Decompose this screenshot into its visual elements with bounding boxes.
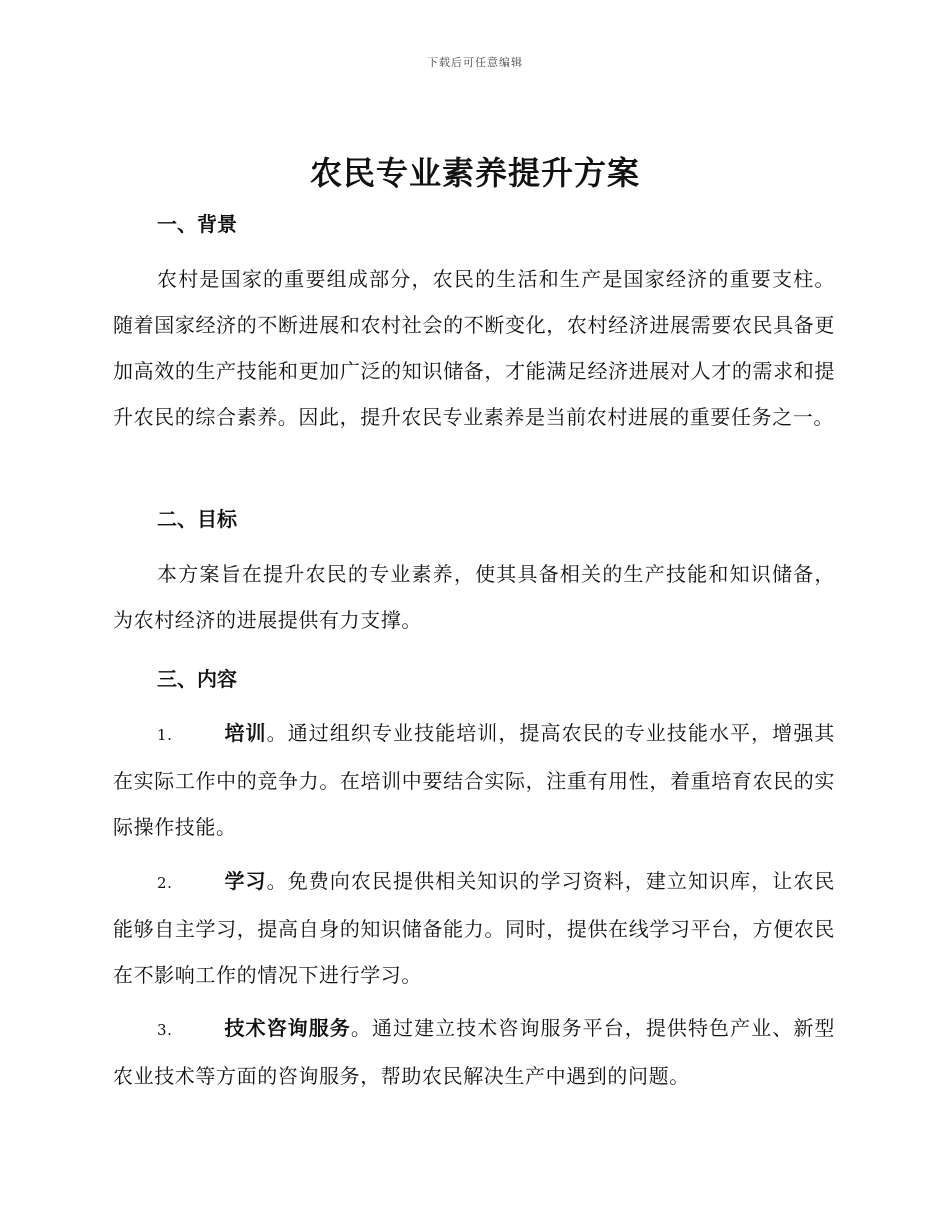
background-paragraph: 农村是国家的重要组成部分，农民的生活和生产是国家经济的重要支柱。随着国家经济的不断进展和农村社会的不断变化，农村经济进展需要农民具备更加高效的生产技能和更加广泛的知识储备，才能满足经济进展对人才的需求和提升农民的综合素养。因此，提升农民专业素养是当前农村进展的重要任务之一。 bbox=[113, 267, 835, 429]
item-number: 2. bbox=[157, 874, 173, 892]
item-separator: 。 bbox=[266, 869, 288, 893]
item-text: 通过组织专业技能培训，提高农民的专业技能水平，增强其在实际工作中的竞争力。在培训中要结合实际，注重有用性，着重培育农民的实际操作技能。 bbox=[113, 721, 835, 839]
item-separator: 。 bbox=[350, 1016, 372, 1040]
item-separator: 。 bbox=[266, 721, 288, 745]
item-text: 通过建立技术咨询服务平台，提供特色产业、新型农业技术等方面的咨询服务，帮助农民解决生产中遇到的问题。 bbox=[113, 1016, 836, 1088]
item-keyword: 技术咨询服务 bbox=[224, 1016, 351, 1040]
goal-paragraph: 本方案旨在提升农民的专业素养，使其具备相关的生产技能和知识储备，为农村经济的进展提供有力支撑。 bbox=[113, 562, 835, 632]
content-item-training bbox=[113, 710, 835, 850]
item-number: 1. bbox=[157, 726, 173, 744]
item-keyword: 培训 bbox=[224, 721, 267, 745]
item-text: 免费向农民提供相关知识的学习资料，建立知识库，让农民能够自主学习，提高自身的知识储备能力。同时，提供在线学习平台，方便农民在不影响工作的情况下进行学习。 bbox=[113, 869, 835, 987]
section-heading-background: 一、背景 bbox=[157, 212, 237, 236]
content-item-consulting bbox=[113, 1005, 835, 1099]
item-number: 3. bbox=[157, 1021, 173, 1039]
section-heading-goal: 二、目标 bbox=[157, 507, 237, 531]
content-item-study bbox=[113, 858, 835, 998]
item-keyword: 学习 bbox=[224, 869, 267, 893]
section-heading-content: 三、内容 bbox=[157, 667, 237, 691]
document-title: 农民专业素养提升方案 bbox=[309, 154, 640, 192]
page-header: 下载后可任意编辑 bbox=[427, 56, 523, 69]
